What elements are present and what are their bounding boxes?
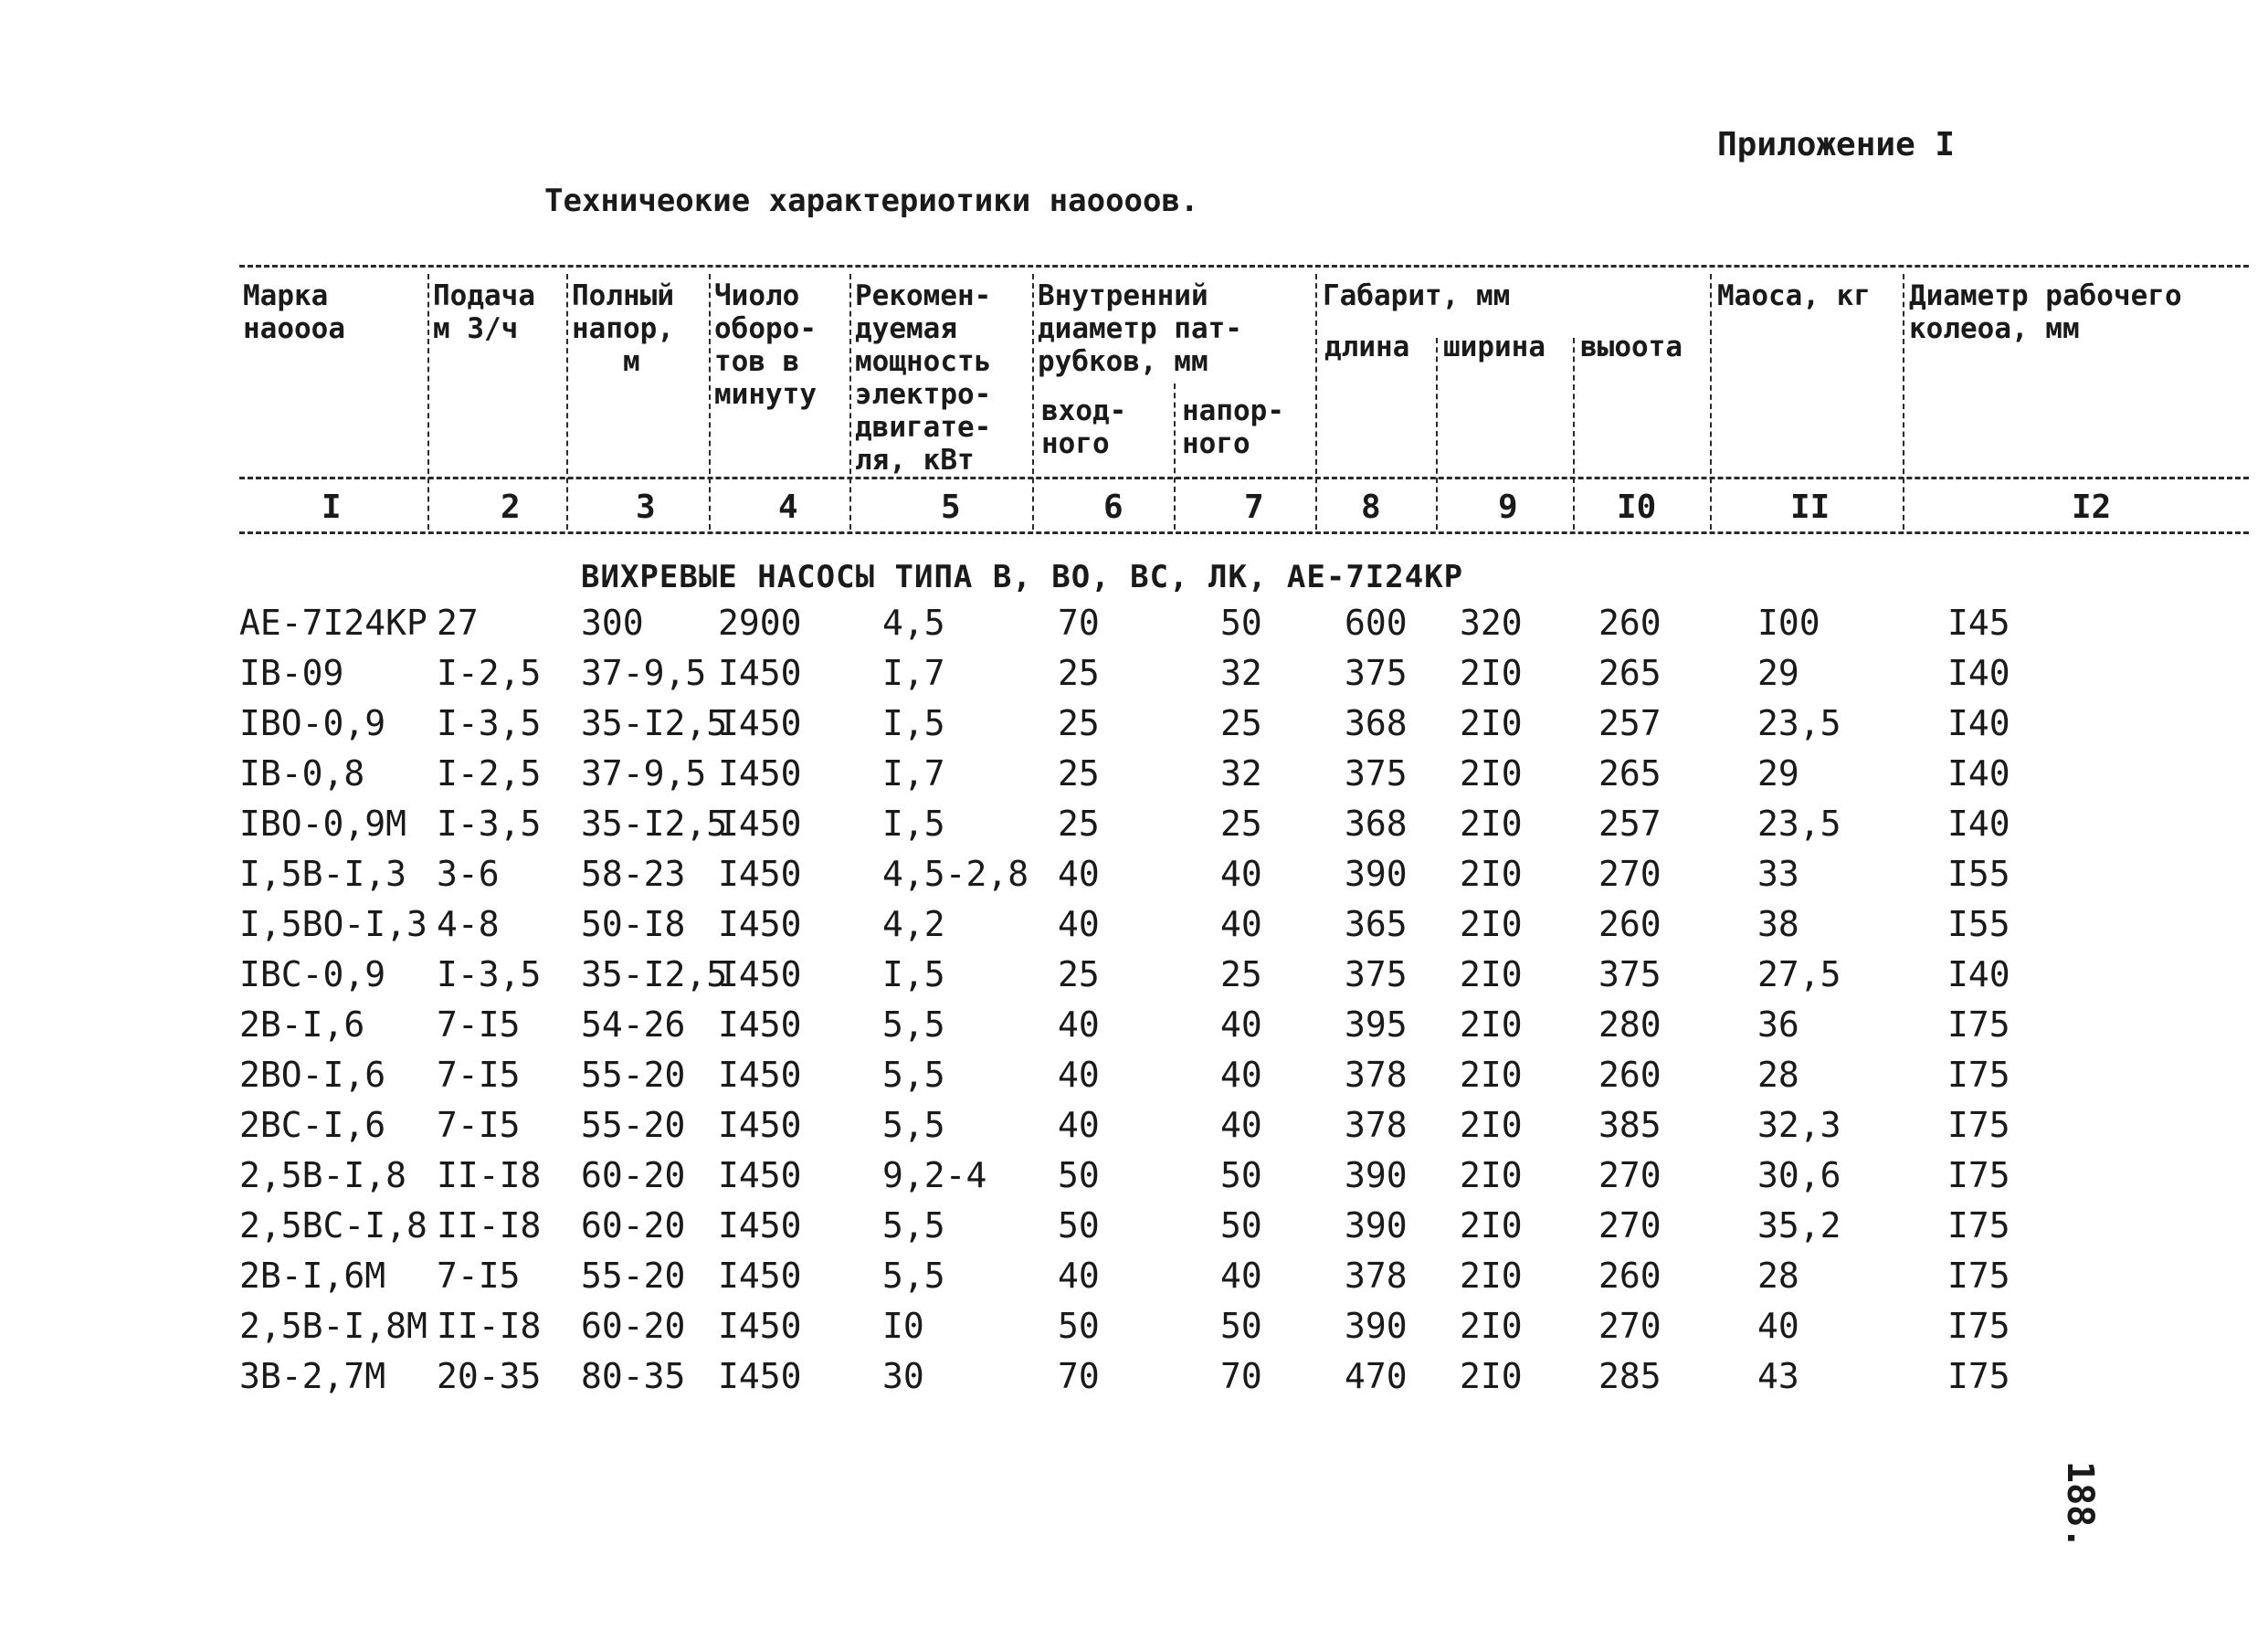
cell-rpm: I450 [718,1205,802,1246]
cell-width: 2I0 [1460,1155,1523,1195]
cell-mass: 23,5 [1757,703,1841,743]
cell-length: 470 [1345,1356,1408,1396]
cell-pump-brand: I,5ВО-I,3 [239,904,427,944]
cell-flow-rate: 4-8 [437,904,500,944]
cell-pump-brand: АЕ-7I24КР [239,603,427,643]
cell-inlet-diameter: 40 [1058,904,1100,944]
cell-rpm: I450 [718,804,802,844]
cell-rpm: I450 [718,854,802,894]
cell-length: 368 [1345,804,1408,844]
cell-inlet-diameter: 50 [1058,1306,1100,1346]
cell-mass: I00 [1757,603,1820,643]
cell-length: 390 [1345,1306,1408,1346]
cell-flow-rate: 7-I5 [437,1105,521,1145]
cell-outlet-diameter: 40 [1220,1055,1262,1095]
cell-width: 2I0 [1460,653,1523,693]
cell-rpm: I450 [718,653,802,693]
cell-pump-brand: 2В-I,6М [239,1256,386,1296]
cell-motor-power: 5,5 [882,1205,945,1246]
cell-inlet-diameter: 50 [1058,1155,1100,1195]
header-length: длина [1324,331,1410,363]
cell-rpm: I450 [718,1356,802,1396]
table-row [0,954,2268,1004]
cell-inlet-diameter: 40 [1058,1256,1100,1296]
cell-pump-brand: 2,5В-I,8М [239,1306,427,1346]
cell-motor-power: I,7 [882,653,945,693]
cell-pump-brand: I,5В-I,3 [239,854,407,894]
cell-impeller-diameter: I75 [1947,1155,2010,1195]
header-top-rule [239,265,2249,268]
cell-height: 260 [1598,603,1661,643]
cell-rpm: I450 [718,954,802,994]
cell-outlet-diameter: 50 [1220,1205,1262,1246]
cell-inlet-diameter: 25 [1058,703,1100,743]
cell-height: 375 [1598,954,1661,994]
cell-head: 60-20 [581,1155,686,1195]
cell-length: 378 [1345,1055,1408,1095]
cell-outlet-diameter: 40 [1220,1004,1262,1045]
section-title: ВИХРЕВЫЕ НАСОСЫ ТИПА В, ВО, ВС, ЛК, АЕ-7I24КР [581,559,1464,595]
cell-inlet-diameter: 70 [1058,603,1100,643]
cell-motor-power: 4,2 [882,904,945,944]
cell-height: 257 [1598,703,1661,743]
cell-length: 375 [1345,954,1408,994]
cell-flow-rate: 20-35 [437,1356,542,1396]
page-number: 188. [2059,1461,2101,1550]
cell-head: 60-20 [581,1205,686,1246]
table-row [0,1155,2268,1205]
cell-height: 280 [1598,1004,1661,1045]
cell-pump-brand: 2ВО-I,6 [239,1055,386,1095]
table-row [0,804,2268,854]
table-row [0,653,2268,703]
cell-width: 2I0 [1460,1004,1523,1045]
cell-impeller-diameter: I40 [1947,653,2010,693]
cell-flow-rate: II-I8 [437,1306,542,1346]
column-number: 9 [1498,489,1518,526]
cell-height: 270 [1598,1205,1661,1246]
cell-width: 2I0 [1460,1306,1523,1346]
cell-impeller-diameter: I75 [1947,1306,2010,1346]
cell-motor-power: 5,5 [882,1105,945,1145]
cell-flow-rate: II-I8 [437,1155,542,1195]
cell-motor-power: I,7 [882,753,945,794]
cell-width: 2I0 [1460,1356,1523,1396]
cell-length: 368 [1345,703,1408,743]
cell-motor-power: I0 [882,1306,924,1346]
header-flow: Подача м 3/ч [433,279,535,345]
cell-length: 390 [1345,854,1408,894]
cell-impeller-diameter: I75 [1947,1004,2010,1045]
cell-pump-brand: 3В-2,7М [239,1356,386,1396]
header-separator [849,274,851,530]
cell-pump-brand: IВ-09 [239,653,344,693]
table-row [0,753,2268,804]
header-separator [709,274,711,530]
cell-head: 300 [581,603,644,643]
cell-rpm: I450 [718,904,802,944]
table-row [0,1356,2268,1406]
cell-pump-brand: 2В-I,6 [239,1004,365,1045]
cell-motor-power: I,5 [882,804,945,844]
cell-impeller-diameter: I75 [1947,1055,2010,1095]
cell-flow-rate: 3-6 [437,854,500,894]
cell-length: 390 [1345,1155,1408,1195]
cell-outlet-diameter: 40 [1220,904,1262,944]
cell-pump-brand: IВО-0,9 [239,703,386,743]
cell-pump-brand: 2,5ВС-I,8 [239,1205,427,1246]
cell-mass: 27,5 [1757,954,1841,994]
header-separator [427,274,429,530]
table-row [0,1055,2268,1105]
cell-outlet-diameter: 25 [1220,804,1262,844]
header-dimensions: Габарит, мм [1323,279,1511,312]
column-number: 7 [1244,489,1264,526]
cell-height: 270 [1598,1306,1661,1346]
cell-mass: 33 [1757,854,1799,894]
column-number: 4 [778,489,798,526]
column-number: II [1790,489,1830,526]
cell-height: 270 [1598,854,1661,894]
cell-rpm: I450 [718,1055,802,1095]
table-row [0,1004,2268,1055]
cell-impeller-diameter: I40 [1947,703,2010,743]
cell-flow-rate: II-I8 [437,1205,542,1246]
cell-width: 2I0 [1460,1105,1523,1145]
cell-mass: 28 [1757,1055,1799,1095]
cell-inlet-diameter: 40 [1058,1004,1100,1045]
cell-width: 2I0 [1460,753,1523,794]
cell-motor-power: 9,2-4 [882,1155,987,1195]
cell-width: 2I0 [1460,854,1523,894]
cell-width: 2I0 [1460,904,1523,944]
cell-head: 37-9,5 [581,653,707,693]
cell-inlet-diameter: 25 [1058,753,1100,794]
header-width: ширина [1443,331,1545,363]
cell-inlet-diameter: 25 [1058,653,1100,693]
cell-rpm: I450 [718,1004,802,1045]
cell-length: 378 [1345,1105,1408,1145]
cell-outlet-diameter: 50 [1220,1306,1262,1346]
cell-mass: 38 [1757,904,1799,944]
cell-height: 257 [1598,804,1661,844]
table-row [0,603,2268,653]
cell-length: 395 [1345,1004,1408,1045]
cell-inlet-diameter: 40 [1058,1055,1100,1095]
cell-outlet-diameter: 32 [1220,653,1262,693]
cell-width: 2I0 [1460,804,1523,844]
cell-impeller-diameter: I40 [1947,804,2010,844]
header-impeller-diameter: Диаметр рабочего колеоа, мм [1909,279,2182,345]
cell-pump-brand: IВС-0,9 [239,954,386,994]
header-mid-rule [239,477,2249,479]
cell-length: 365 [1345,904,1408,944]
header-separator [1903,274,1904,530]
cell-height: 260 [1598,904,1661,944]
cell-head: 35-I2,5 [581,804,728,844]
header-nozzle-diameter: Внутренний диаметр пат- рубков, мм [1038,279,1242,378]
cell-motor-power: I,5 [882,703,945,743]
cell-length: 375 [1345,753,1408,794]
table-row [0,1105,2268,1155]
table-row [0,904,2268,954]
cell-head: 50-I8 [581,904,686,944]
cell-height: 285 [1598,1356,1661,1396]
cell-inlet-diameter: 70 [1058,1356,1100,1396]
cell-motor-power: I,5 [882,954,945,994]
cell-height: 265 [1598,753,1661,794]
cell-mass: 29 [1757,653,1799,693]
table-row [0,1205,2268,1256]
cell-impeller-diameter: I55 [1947,904,2010,944]
cell-rpm: I450 [718,1105,802,1145]
header-mass: Маоса, кг [1717,279,1871,312]
cell-rpm: I450 [718,1256,802,1296]
column-number: 5 [941,489,961,526]
cell-pump-brand: 2,5В-I,8 [239,1155,407,1195]
cell-head: 37-9,5 [581,753,707,794]
header-brand: Марка наоооа [243,279,345,345]
header-separator [1436,338,1438,530]
cell-flow-rate: 7-I5 [437,1004,521,1045]
cell-length: 378 [1345,1256,1408,1296]
header-inlet: вход- ного [1041,394,1127,460]
cell-flow-rate: I-3,5 [437,954,542,994]
cell-width: 2I0 [1460,1256,1523,1296]
column-number: 3 [636,489,656,526]
cell-impeller-diameter: I75 [1947,1205,2010,1246]
header-separator [1032,274,1034,530]
cell-head: 54-26 [581,1004,686,1045]
cell-rpm: I450 [718,1155,802,1195]
cell-height: 385 [1598,1105,1661,1145]
cell-pump-brand: IВО-0,9М [239,804,407,844]
cell-impeller-diameter: I75 [1947,1105,2010,1145]
cell-flow-rate: I-3,5 [437,703,542,743]
cell-width: 2I0 [1460,1055,1523,1095]
cell-head: 55-20 [581,1055,686,1095]
cell-outlet-diameter: 32 [1220,753,1262,794]
cell-mass: 32,3 [1757,1105,1841,1145]
cell-motor-power: 30 [882,1356,924,1396]
cell-flow-rate: I-3,5 [437,804,542,844]
header-separator [1573,338,1575,530]
cell-height: 265 [1598,653,1661,693]
cell-flow-rate: 27 [437,603,479,643]
cell-rpm: I450 [718,753,802,794]
table-row [0,854,2268,904]
table-row [0,1256,2268,1306]
cell-width: 2I0 [1460,703,1523,743]
cell-mass: 28 [1757,1256,1799,1296]
cell-mass: 23,5 [1757,804,1841,844]
column-number: 6 [1103,489,1123,526]
cell-mass: 29 [1757,753,1799,794]
pump-table-body [0,603,2268,1406]
cell-outlet-diameter: 70 [1220,1356,1262,1396]
cell-motor-power: 5,5 [882,1256,945,1296]
cell-outlet-diameter: 40 [1220,1105,1262,1145]
cell-rpm: 2900 [718,603,802,643]
table-row [0,703,2268,753]
cell-inlet-diameter: 25 [1058,954,1100,994]
cell-inlet-diameter: 40 [1058,1105,1100,1145]
header-separator [566,274,568,530]
cell-flow-rate: I-2,5 [437,653,542,693]
cell-rpm: I450 [718,703,802,743]
column-number: 2 [501,489,521,526]
cell-mass: 40 [1757,1306,1799,1346]
cell-head: 60-20 [581,1306,686,1346]
column-number: I [322,489,342,526]
cell-height: 270 [1598,1155,1661,1195]
cell-impeller-diameter: I45 [1947,603,2010,643]
header-separator [1315,274,1317,530]
cell-length: 600 [1345,603,1408,643]
cell-impeller-diameter: I40 [1947,753,2010,794]
cell-inlet-diameter: 40 [1058,854,1100,894]
header-separator [1710,274,1712,530]
header-outlet: напор- ного [1182,394,1284,460]
cell-impeller-diameter: I75 [1947,1356,2010,1396]
header-separator [1174,384,1176,530]
cell-inlet-diameter: 25 [1058,804,1100,844]
header-power: Рекомен- дуемая мощность электро- двигате- ля, кВт [855,279,992,477]
cell-head: 55-20 [581,1105,686,1145]
column-number: 8 [1361,489,1381,526]
cell-outlet-diameter: 50 [1220,1155,1262,1195]
cell-head: 55-20 [581,1256,686,1296]
cell-motor-power: 4,5 [882,603,945,643]
cell-width: 320 [1460,603,1523,643]
cell-length: 375 [1345,653,1408,693]
cell-head: 35-I2,5 [581,703,728,743]
cell-height: 260 [1598,1256,1661,1296]
document-title: Техничеокие характериотики наоооов. [544,183,1199,219]
cell-mass: 43 [1757,1356,1799,1396]
cell-motor-power: 4,5-2,8 [882,854,1029,894]
header-height: выоота [1580,331,1683,363]
cell-pump-brand: 2ВС-I,6 [239,1105,386,1145]
column-number: I2 [2072,489,2112,526]
cell-outlet-diameter: 25 [1220,703,1262,743]
header-rpm: Чиоло оборо- тов в минуту [714,279,817,411]
cell-rpm: I450 [718,1306,802,1346]
header-head: Полный напор, м [572,279,674,378]
cell-outlet-diameter: 40 [1220,854,1262,894]
cell-head: 58-23 [581,854,686,894]
cell-outlet-diameter: 40 [1220,1256,1262,1296]
cell-mass: 35,2 [1757,1205,1841,1246]
cell-outlet-diameter: 50 [1220,603,1262,643]
cell-width: 2I0 [1460,954,1523,994]
appendix-label: Приложение I [1717,126,1956,163]
cell-width: 2I0 [1460,1205,1523,1246]
cell-outlet-diameter: 25 [1220,954,1262,994]
cell-length: 390 [1345,1205,1408,1246]
cell-pump-brand: IВ-0,8 [239,753,365,794]
cell-flow-rate: 7-I5 [437,1055,521,1095]
cell-motor-power: 5,5 [882,1055,945,1095]
cell-mass: 36 [1757,1004,1799,1045]
column-number: I0 [1617,489,1657,526]
cell-motor-power: 5,5 [882,1004,945,1045]
cell-head: 80-35 [581,1356,686,1396]
header-bottom-rule [239,531,2249,534]
cell-impeller-diameter: I55 [1947,854,2010,894]
cell-mass: 30,6 [1757,1155,1841,1195]
cell-impeller-diameter: I75 [1947,1256,2010,1296]
cell-flow-rate: I-2,5 [437,753,542,794]
table-row [0,1306,2268,1356]
cell-head: 35-I2,5 [581,954,728,994]
cell-inlet-diameter: 50 [1058,1205,1100,1246]
cell-flow-rate: 7-I5 [437,1256,521,1296]
cell-impeller-diameter: I40 [1947,954,2010,994]
cell-height: 260 [1598,1055,1661,1095]
